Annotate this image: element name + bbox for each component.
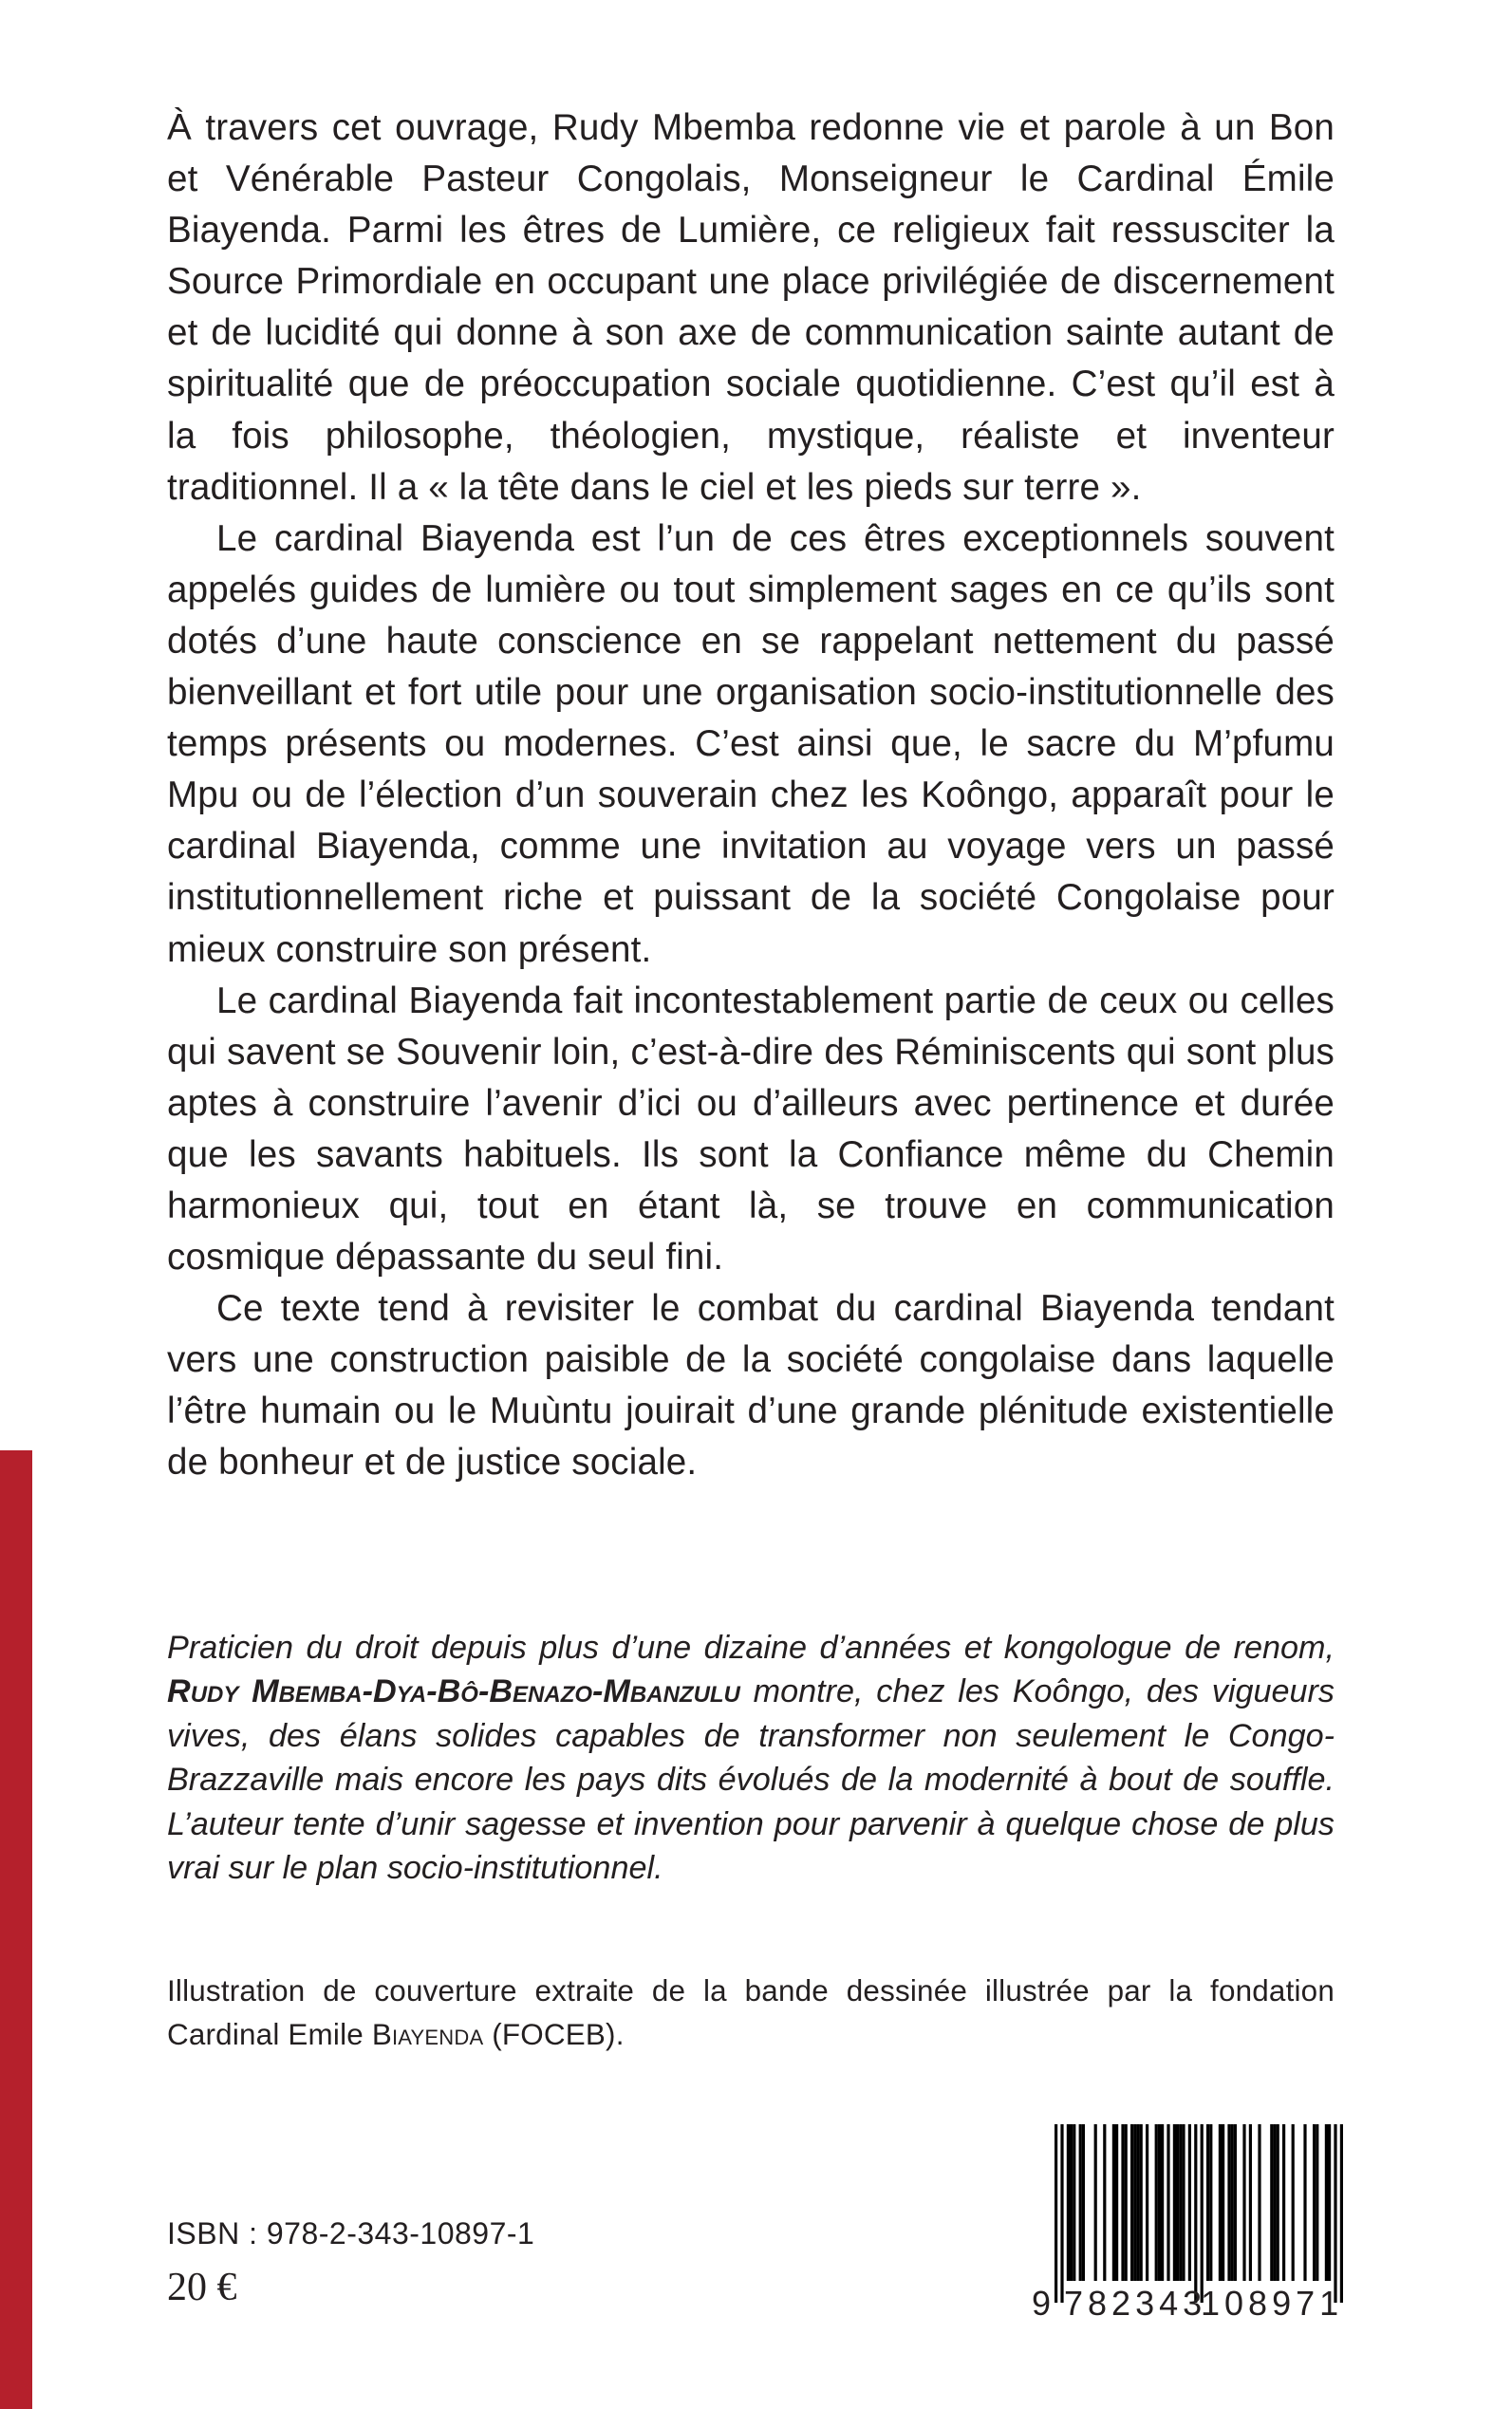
barcode-digit-group-left: 782343	[1064, 2284, 1207, 2323]
credit-name: Biayenda	[371, 2017, 484, 2051]
barcode-bar	[1209, 2124, 1212, 2281]
credit-org: (FOCEB).	[483, 2017, 625, 2051]
barcode-bar	[1249, 2124, 1252, 2281]
barcode-bar	[1055, 2124, 1057, 2303]
barcode-bar	[1182, 2124, 1185, 2281]
barcode-bar	[1303, 2124, 1306, 2281]
blurb-paragraph-3: Le cardinal Biayenda fait incontestablement partie de ceux ou celles qui savent se Souvenir loin, c’est-à-dire des Réminiscents qui sont plus aptes à construire l’avenir d’ici ou d’ailleurs avec pertinence et durée que les savants habituels. Ils sont la Confiance même du Chemin harmonieux qui, tout en étant là, se trouve en communication cosmique dépassante du seul fini.	[167, 980, 1335, 1279]
author-name: Rudy Mbemba-Dya-Bô-Benazo-Mbanzulu	[167, 1673, 740, 1710]
barcode-bar	[1067, 2124, 1070, 2281]
barcode-bar	[1222, 2124, 1224, 2281]
barcode-bar	[1340, 2124, 1343, 2303]
barcode-bar	[1158, 2124, 1161, 2281]
red-spine-bar	[0, 1450, 32, 2409]
barcode-bar	[1079, 2124, 1082, 2281]
barcode-bar	[1328, 2124, 1331, 2281]
barcode-bar	[1194, 2124, 1197, 2303]
barcode-bar	[1140, 2124, 1143, 2281]
barcode-bar	[1219, 2124, 1222, 2281]
barcode-bar	[1273, 2124, 1276, 2281]
barcode-bar	[1313, 2124, 1316, 2281]
author-bio-rest: montre, chez les Koôngo, des vigueurs vives, des élans solides capables de transformer non seulement le Congo-Brazzaville mais encore les pays dits évolués de la modernité à bout de souffle. L’auteur tente d’unir sagesse et invention pour parvenir à quelque chose de plus vrai sur le plan socio-institutionnel.	[167, 1673, 1335, 1887]
barcode-bar	[1094, 2124, 1097, 2281]
barcode-digit-group-right: 108971	[1201, 2284, 1344, 2323]
author-bio	[167, 1626, 1335, 1890]
barcode-bar	[1242, 2124, 1245, 2281]
credit-text: Illustration de couverture extraite de la bande dessinée illustrée par la fondation Cardinal Emile	[167, 1974, 1335, 2051]
barcode-bar	[1282, 2124, 1285, 2281]
barcode-digit-first: 9	[1032, 2284, 1052, 2323]
barcode-bar	[1130, 2124, 1133, 2281]
barcode-bar	[1179, 2124, 1182, 2281]
barcode-bar	[1070, 2124, 1073, 2281]
barcode-bar	[1234, 2124, 1237, 2281]
barcode-bar	[1133, 2124, 1136, 2281]
cover-illustration-credit	[167, 1970, 1335, 2056]
barcode-bar	[1125, 2124, 1128, 2281]
barcode-bar	[1167, 2124, 1169, 2281]
barcode-bar	[1316, 2124, 1318, 2281]
barcode-bar	[1115, 2124, 1118, 2281]
barcode-bar	[1227, 2124, 1230, 2281]
barcode-bar	[1206, 2124, 1209, 2281]
price-label: 20 €	[167, 2266, 237, 2309]
barcode-bar	[1176, 2124, 1179, 2281]
blurb-paragraph-2: Le cardinal Biayenda est l’un de ces êtres exceptionnels souvent appelés guides de lumière ou tout simplement sages en ce qu’ils sont dotés d’une haute conscience en se rappelant nettement du passé bienveillant et fort utile pour une organisation socio-institutionnelle des temps présents ou modernes. C’est ainsi que, le sacre du M’pfumu Mpu ou de l’élection d’un souverain chez les Koôngo, apparaît pour le cardinal Biayenda, comme une invitation au voyage vers un passé institutionnellement riche et puissant de la société Congolaise pour mieux construire son présent.	[167, 517, 1335, 970]
barcode-bars	[1030, 2124, 1348, 2305]
barcode-bar	[1231, 2124, 1234, 2281]
barcode-bar	[1060, 2124, 1063, 2303]
barcode-bar	[1325, 2124, 1328, 2281]
barcode-bar	[1155, 2124, 1158, 2281]
barcode-bar	[1121, 2124, 1124, 2281]
barcode-bar	[1173, 2124, 1176, 2281]
isbn-label: ISBN : 978-2-343-10897-1	[167, 2216, 535, 2250]
barcode-bar	[1112, 2124, 1115, 2281]
barcode-digits	[1030, 2284, 1348, 2324]
blurb-text	[167, 103, 1335, 1489]
blurb-paragraph-4: Ce texte tend à revisiter le combat du cardinal Biayenda tendant vers une construction paisible de la société congolaise dans laquelle l’être humain ou le Muùntu jouirait d’une grande plénitude existentielle de bonheur et de justice sociale.	[167, 1288, 1335, 1484]
barcode-bar	[1270, 2124, 1273, 2281]
barcode-bar	[1073, 2124, 1075, 2281]
blurb-paragraph-1: À travers cet ouvrage, Rudy Mbemba redonne vie et parole à un Bon et Vénérable Pasteur Congolais, Monseigneur le Cardinal Émile Biayenda. Parmi les êtres de Lumière, ce religieux fait ressusciter la Source Primordiale en occupant une place privilégiée de discernement et de lucidité qui donne à son axe de communication sainte autant de spiritualité que de préoccupation sociale quotidienne. C’est qu’il est à la fois philosophe, théologien, mystique, réaliste et inventeur traditionnel. Il a « la tête dans le ciel et les pieds sur terre ».	[167, 107, 1335, 508]
barcode-bar	[1146, 2124, 1148, 2281]
barcode-bar	[1277, 2124, 1279, 2281]
barcode-bar	[1161, 2124, 1164, 2281]
barcode-bar	[1334, 2124, 1336, 2303]
barcode-bar	[1292, 2124, 1295, 2281]
barcode-bar	[1188, 2124, 1191, 2281]
barcode-bar	[1103, 2124, 1106, 2281]
isbn-barcode	[1030, 2124, 1348, 2324]
barcode-bar	[1082, 2124, 1085, 2281]
barcode-bar	[1201, 2124, 1204, 2303]
barcode-bar	[1258, 2124, 1260, 2281]
author-bio-intro: Praticien du droit depuis plus d’une dizaine d’années et kongologue de renom,	[167, 1630, 1335, 1666]
barcode-bar	[1136, 2124, 1139, 2281]
